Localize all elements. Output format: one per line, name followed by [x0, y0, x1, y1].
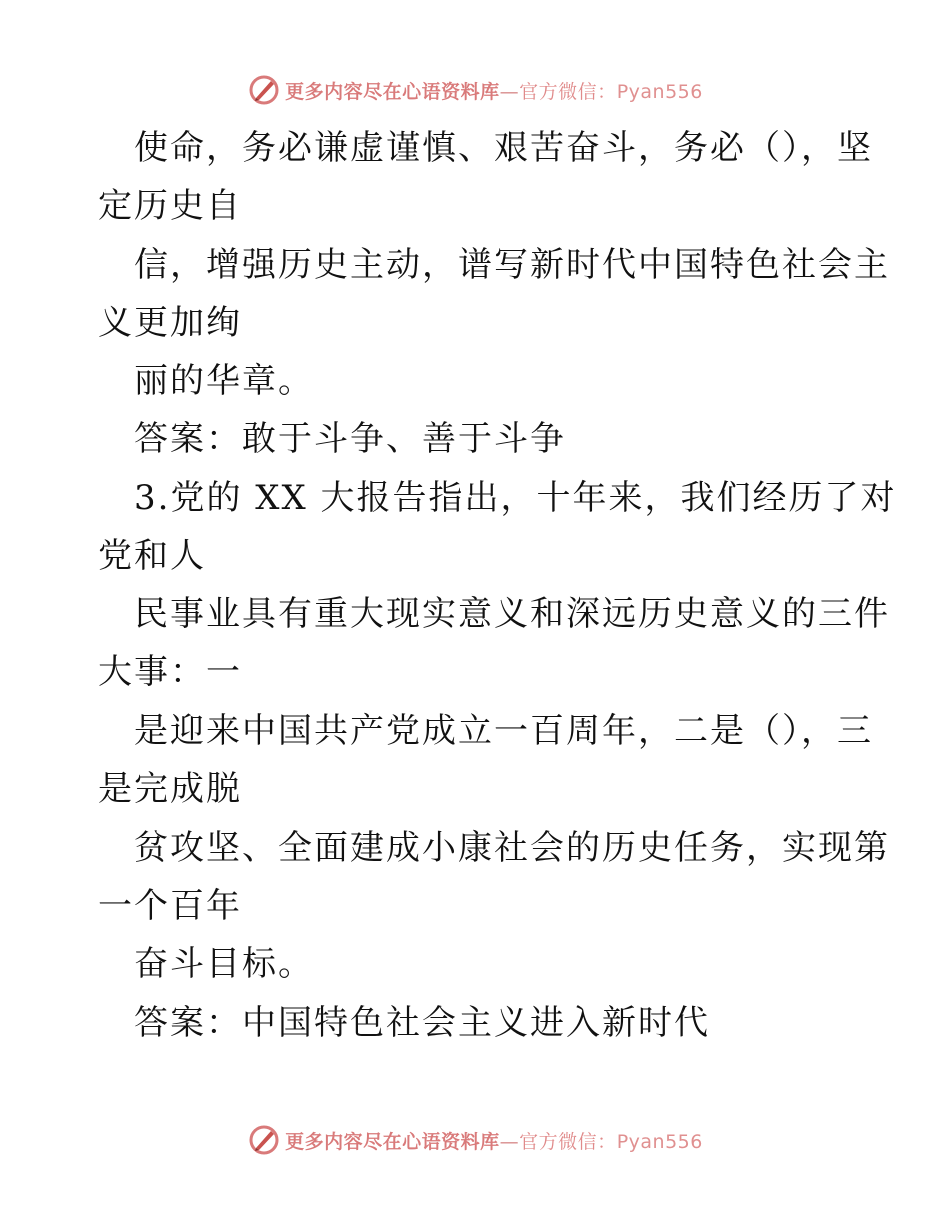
watermark-wechat-id: Pyan556	[616, 1130, 703, 1153]
watermark-title: 更多内容尽在心语资料库	[285, 80, 500, 103]
header-watermark	[0, 70, 950, 110]
text-line: 民事业具有重大现实意义和深远历史意义的三件	[134, 594, 890, 634]
text-line: 义更加绚	[98, 303, 242, 343]
text-line: 是迎来中国共产党成立一百周年，二是（），三	[134, 711, 873, 751]
watermark-suffix: 官方微信：	[519, 80, 617, 103]
answer-line: 答案：中国特色社会主义进入新时代	[134, 1003, 710, 1043]
text-line: 贫攻坚、全面建成小康社会的历史任务，实现第	[134, 828, 890, 868]
text-line: 大事：一	[98, 652, 242, 692]
text-line: 使命，务必谦虚谨慎、艰苦奋斗，务必（），坚	[134, 128, 873, 168]
text-line: 定历史自	[98, 186, 242, 226]
answer-line: 答案：敢于斗争、善于斗争	[134, 419, 566, 459]
footer-watermark	[0, 1120, 950, 1160]
watermark-wechat-id: Pyan556	[616, 80, 703, 103]
question-line: 3.党的 XX 大报告指出，十年来，我们经历了对	[134, 478, 897, 518]
text-line: 奋斗目标。	[134, 944, 314, 984]
quill-logo-icon	[247, 1123, 281, 1157]
quill-logo-icon	[247, 73, 281, 107]
text-line: 丽的华章。	[134, 361, 314, 401]
watermark-separator: —	[499, 80, 520, 103]
text-line: 党和人	[98, 536, 206, 576]
text-line: 是完成脱	[98, 769, 242, 809]
watermark-title: 更多内容尽在心语资料库	[285, 1130, 500, 1153]
watermark-separator: —	[499, 1130, 520, 1153]
text-line: 一个百年	[98, 886, 242, 926]
watermark-suffix: 官方微信：	[519, 1130, 617, 1153]
text-line: 信，增强历史主动，谱写新时代中国特色社会主	[134, 245, 890, 285]
